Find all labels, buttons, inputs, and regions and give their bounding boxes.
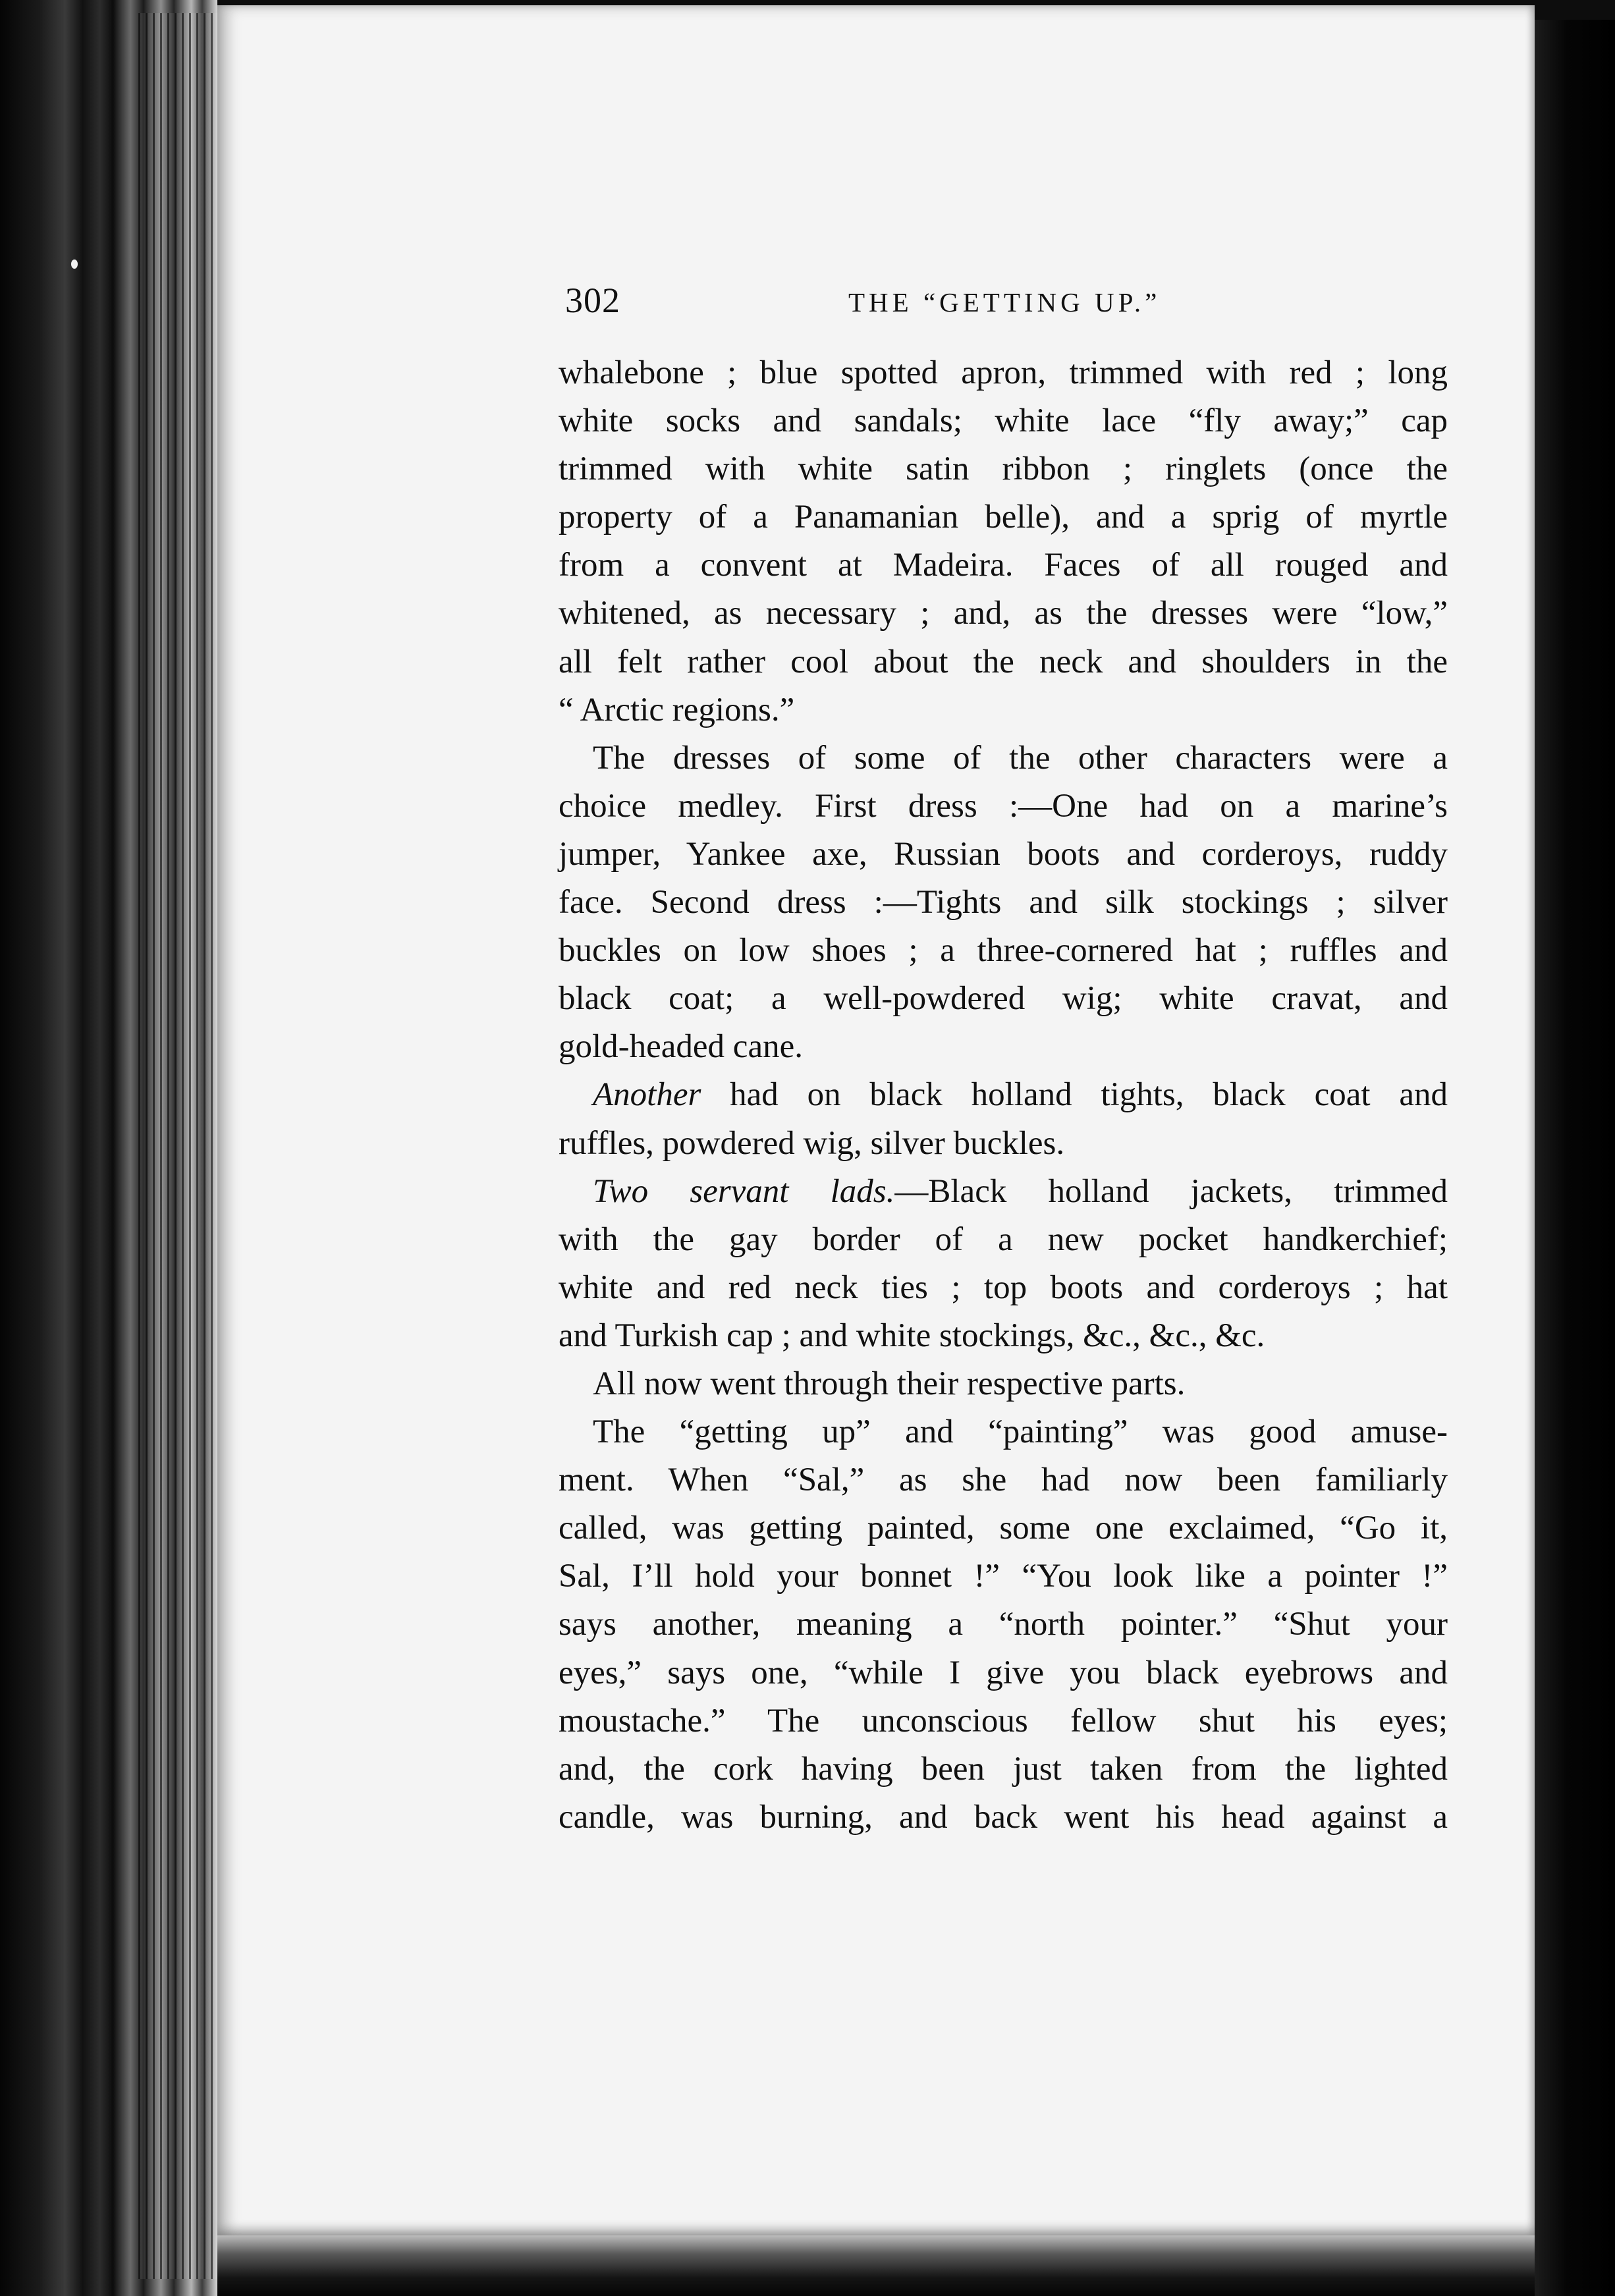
text-line: candle, was burning, and back went his head against a [559,1798,1448,1836]
text-line: eyes,” says one, “while I give you black eyebrows and [559,1654,1448,1691]
text-line: The dresses of some of the other characters were a [593,739,1448,777]
text-line: whalebone ; blue spotted apron, trimmed with red ; long [559,354,1448,391]
running-head: THE “GETTING UP.” [848,287,1161,317]
page-right-edge [1535,20,1615,2296]
binding-page-edges [138,13,217,2279]
text-line: from a convent at Madeira. Faces of all rouged and [559,547,1448,584]
text-line: whitened, as necessary ; and, as the dresses were “low,” [559,595,1448,632]
page-bottom-edge [217,2235,1535,2296]
text-line: with the gay border of a new pocket handkerchief; [559,1220,1448,1258]
text-line: property of a Panamanian belle), and a sprig of myrtle [559,499,1448,536]
text-line [559,1168,1448,1216]
text-line: The “getting up” and “painting” was good amuse- [593,1413,1448,1451]
text-line: choice medley. First dress :—One had on a marine’s [559,787,1448,825]
text-line: All now went through their respective parts. [593,1365,1186,1402]
text-line: Sal, I’ll hold your bonnet !” “You look like a pointer !” [559,1558,1448,1595]
text-line: says another, meaning a “north pointer.” “Shut your [559,1606,1448,1643]
text-line: trimmed with white satin ribbon ; ringlets (once the [559,451,1448,488]
text-line: face. Second dress :—Tights and silk stockings ; silver [559,884,1448,921]
text-line: white and red neck ties ; top boots and corderoys ; hat [559,1269,1448,1306]
text-line: “ Arctic regions.” [559,691,795,728]
text-line: black coat; a well-powdered wig; white cravat, and [559,980,1448,1018]
page-header [565,280,1485,333]
text-line: and Turkish cap ; and white stockings, &c., &c., &c. [559,1317,1265,1354]
text-line: ment. When “Sal,” as she had now been familiarly [559,1462,1448,1499]
line-rest: had on black holland tights, black coat and [701,1076,1448,1114]
line-rest: —Black holland jackets, trimmed [894,1172,1448,1210]
text-line [559,1071,1448,1119]
text-line: moustache.” The unconscious fellow shut his eyes; [559,1702,1448,1739]
text-line: ruffles, powdered wig, silver buckles. [559,1124,1065,1162]
body-text [559,349,1448,1842]
italic-lead: Another [593,1076,701,1114]
text-line: and, the cork having been just taken from the lighted [559,1750,1448,1788]
italic-lead: Two servant lads. [593,1172,895,1210]
text-line: jumper, Yankee axe, Russian boots and corderoys, ruddy [559,835,1448,873]
text-line: called, was getting painted, some one exclaimed, “Go it, [559,1510,1448,1547]
page-number: 302 [565,281,620,320]
text-line: gold-headed cane. [559,1028,803,1066]
text-line: white socks and sandals; white lace “fly away;” cap [559,402,1448,440]
text-line: all felt rather cool about the neck and shoulders in the [559,643,1448,680]
text-line: buckles on low shoes ; a three-cornered hat ; ruffles and [559,932,1448,970]
scan-speck [71,260,78,269]
